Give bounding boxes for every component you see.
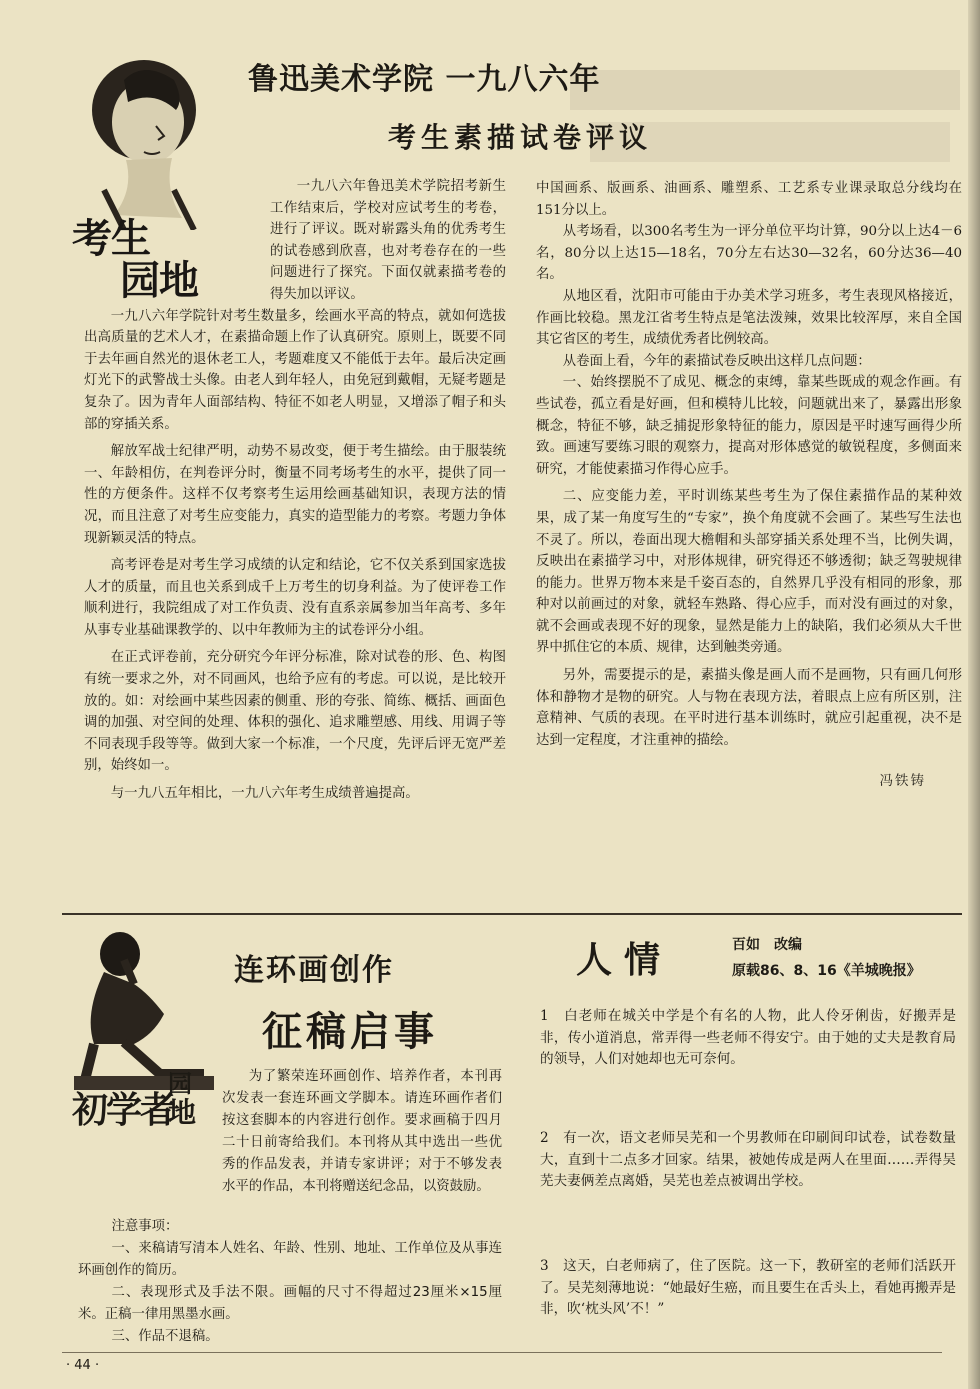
- notice-title-line-1: 连环画创作: [234, 953, 394, 988]
- section-divider: [62, 913, 962, 915]
- article-column-left: [84, 176, 506, 805]
- page-number: · 44 ·: [66, 1358, 100, 1373]
- notice-note: 三、作品不退稿。: [111, 1329, 219, 1344]
- article-paragraph: 在正式评卷前，充分研究今年评分标准，除对试卷的形、色、构图有统一要求之外，对不同画风，也给予应有的考虑。可以说，是比较开放的。如：对绘画中某些因素的侧重、形的夸张、简练、概括、画面色调的加强、对空间的处理、体积的强化、追求雕塑感、用线、用调子等不同表现手段等等。做到大家一个标准，一个尺度，先评后评无宽严差别，始终如一。: [84, 650, 506, 774]
- page-edge: [968, 0, 980, 1389]
- article-paragraph: 从卷面上看，今年的素描试卷反映出这样几点问题：: [562, 353, 871, 369]
- story-credit-2: 原载86、8、16《羊城晚报》: [732, 963, 921, 979]
- story-text: 2 有一次，语文老师吴芜和一个男教师在印刷间印试卷，试卷数量大，直到十二点多才回家。结果，被她传成是两人在里面……弄得吴芜夫妻俩差点离婚，吴芜也差点被调出学校。: [540, 1130, 956, 1189]
- article-paragraph: 从考场看，以300名考生为一评分单位平均计算，90分以上达4－6名，80分以上达15—18名，70分左右达30—32名，60分达36—40名。: [536, 224, 962, 283]
- badge-line-1: 考生: [72, 216, 150, 262]
- notice-notes-title: 注意事项：: [111, 1219, 179, 1234]
- badge-line-2: 园地: [120, 258, 198, 304]
- notice-notes: [78, 1216, 502, 1348]
- story-panel-1: [540, 1006, 956, 1071]
- article-paragraph: 另外，需要提示的是，素描头像是画人而不是画物，只有画几何形体和静物才是物的研究。人与物在表现方法，着眼点上应有所区别，注意精神、气质的表现。在平时进行基本训练时，就应引起重视，决不是达到一定程度，才注重神的描绘。: [536, 668, 962, 748]
- story-credit-1: 百如 改编: [732, 937, 802, 953]
- badge-side-2: 地: [168, 1096, 197, 1129]
- badge-main-text: 初学者: [72, 1090, 175, 1131]
- article-paragraph: 高考评卷是对考生学习成绩的认定和结论，它不仅关系到国家选拔人才的质量，而且也关系到成千上万考生的切身利益。为了使评卷工作顺利进行，我院组成了对工作负责、没有直系亲属参加当年高考、多年从事专业基础课教学的、以中年教师为主的试卷评分小组。: [84, 558, 506, 638]
- article-paragraph: 二、应变能力差，平时训练某些考生为了保住素描作品的某种效果，成了某一角度写生的“专家”，换个角度就不会画了。某些写生法也不灵了。所以，卷面出现大檐帽和头部穿插关系处理不当，比例失调，反映出在素描学习中，对形体规律，研究得还不够透彻；缺乏驾驶规律的能力。世界万物本来是千姿百态的，自然界几乎没有相同的形象，那种对以前画过的对象，就轻车熟路、得心应手，而对没有画过的对象，就不会画或表现不好的现象，显然是能力上的缺陷，我们必须从大千世界中抓住它的本质、规律，达到触类旁通。: [536, 489, 962, 656]
- article-title-line-2: 考生素描试卷评议: [388, 121, 653, 154]
- story-text: 1 白老师在城关中学是个有名的人物，此人伶牙俐齿，好搬弄是非，传小道消息，常弄得一些老师不得安宁。由于她的丈夫是教育局的领导，人们对她却也无可奈何。: [540, 1008, 956, 1067]
- notice-paragraph: 为了繁荣连环画创作、培养作者，本刊再次发表一套连环画文学脚本。请连环画作者们按这套脚本的内容进行创作。要求画稿于四月二十日前寄给我们。本刊将从其中选出一些优秀的作品发表，并请专家讲评；对于不够发表水平的作品，本刊将赠送纪念品，以资鼓励。: [222, 1069, 502, 1194]
- article-column-right: [536, 178, 962, 789]
- story-panel-3: [540, 1256, 956, 1321]
- notice-title-line-2: 征稿启事: [262, 1009, 438, 1055]
- notice-note: 一、来稿请写清本人姓名、年龄、性别、地址、工作单位及从事连环画创作的简历。: [78, 1241, 502, 1278]
- article-author: 冯铁铸: [879, 773, 926, 790]
- article-paragraph: 从地区看，沈阳市可能由于办美术学习班多，考生表现风格接近，作画比较稳。黑龙江省考生特点是笔法泼辣，效果比较浑厚，来自全国其它省区的考生，成绩优秀者比例较高。: [536, 288, 962, 348]
- notice-note: 二、表现形式及手法不限。画幅的尺寸不得超过23厘米×15厘米。正稿一律用黑墨水画。: [78, 1285, 502, 1322]
- story-text: 3 这天，白老师病了，住了医院。这一下，教研室的老师们活跃开了。吴芜刻薄地说：“她最好生癌，而且要生在舌头上，看她再搬弄是非，吹‘枕头风’不！”: [540, 1258, 956, 1317]
- article-paragraph: 一九八六年学院针对考生数量多，绘画水平高的特点，就如何选拔出高质量的艺术人才，在素描命题上作了认真研究。原则上，既要不同于去年画自然光的退休老工人，考题难度又不能低于去年。最后决定画灯光下的武警战士头像。由老人到年轻人，由免冠到戴帽，无疑考题是复杂了。因为青年人面部结构、特征不如老人明显，又增添了帽子和头部的穿插关系。: [84, 308, 506, 432]
- article-paragraph: 与一九八五年相比，一九八六年考生成绩普遍提高。: [110, 786, 419, 802]
- story-title: 人情: [576, 940, 673, 981]
- notice-body: [78, 1066, 502, 1198]
- article-title-line-1: 鲁迅美术学院 一九八六年: [248, 62, 601, 97]
- article-paragraph: 一九八六年鲁迅美术学院招考新生工作结束后，学校对应试考生的考卷，进行了评议。既对崭露头角的优秀考生的试卷感到欣喜，也对考卷存在的一些问题进行了探究。下面仅就素描考卷的得失加以评议。: [270, 179, 506, 302]
- footer-rule: [62, 1352, 942, 1353]
- badge-side-1: 园: [168, 1070, 192, 1098]
- story-panel-2: [540, 1128, 956, 1193]
- article-paragraph: 一、始终摆脱不了成见、概念的束缚，靠某些既成的观念作画。有些试卷，孤立看是好画，但和模特儿比较，问题就出来了，暴露出形象概念，特征不够，缺乏捕捉形象特征的能力，原因是平时速写画得少所致。画速写要练习眼的观察力，提高对形体感觉的敏锐程度，多侧面来研究，才能使素描习作得心应手。: [536, 375, 962, 477]
- article-paragraph: 中国画系、版画系、油画系、雕塑系、工艺系专业课录取总分线均在151分以上。: [536, 181, 962, 218]
- article-paragraph: 解放军战士纪律严明，动势不易改变，便于考生描绘。由于服装统一、年龄相仿，在判卷评分时，衡量不同考场考生的水平，提供了同一性的方便条件。这样不仅考察考生运用绘画基础知识，表现方法的情况，而且注意了对考生应变能力，真实的造型能力的考察。考题力争体现新颖灵活的特点。: [84, 444, 506, 546]
